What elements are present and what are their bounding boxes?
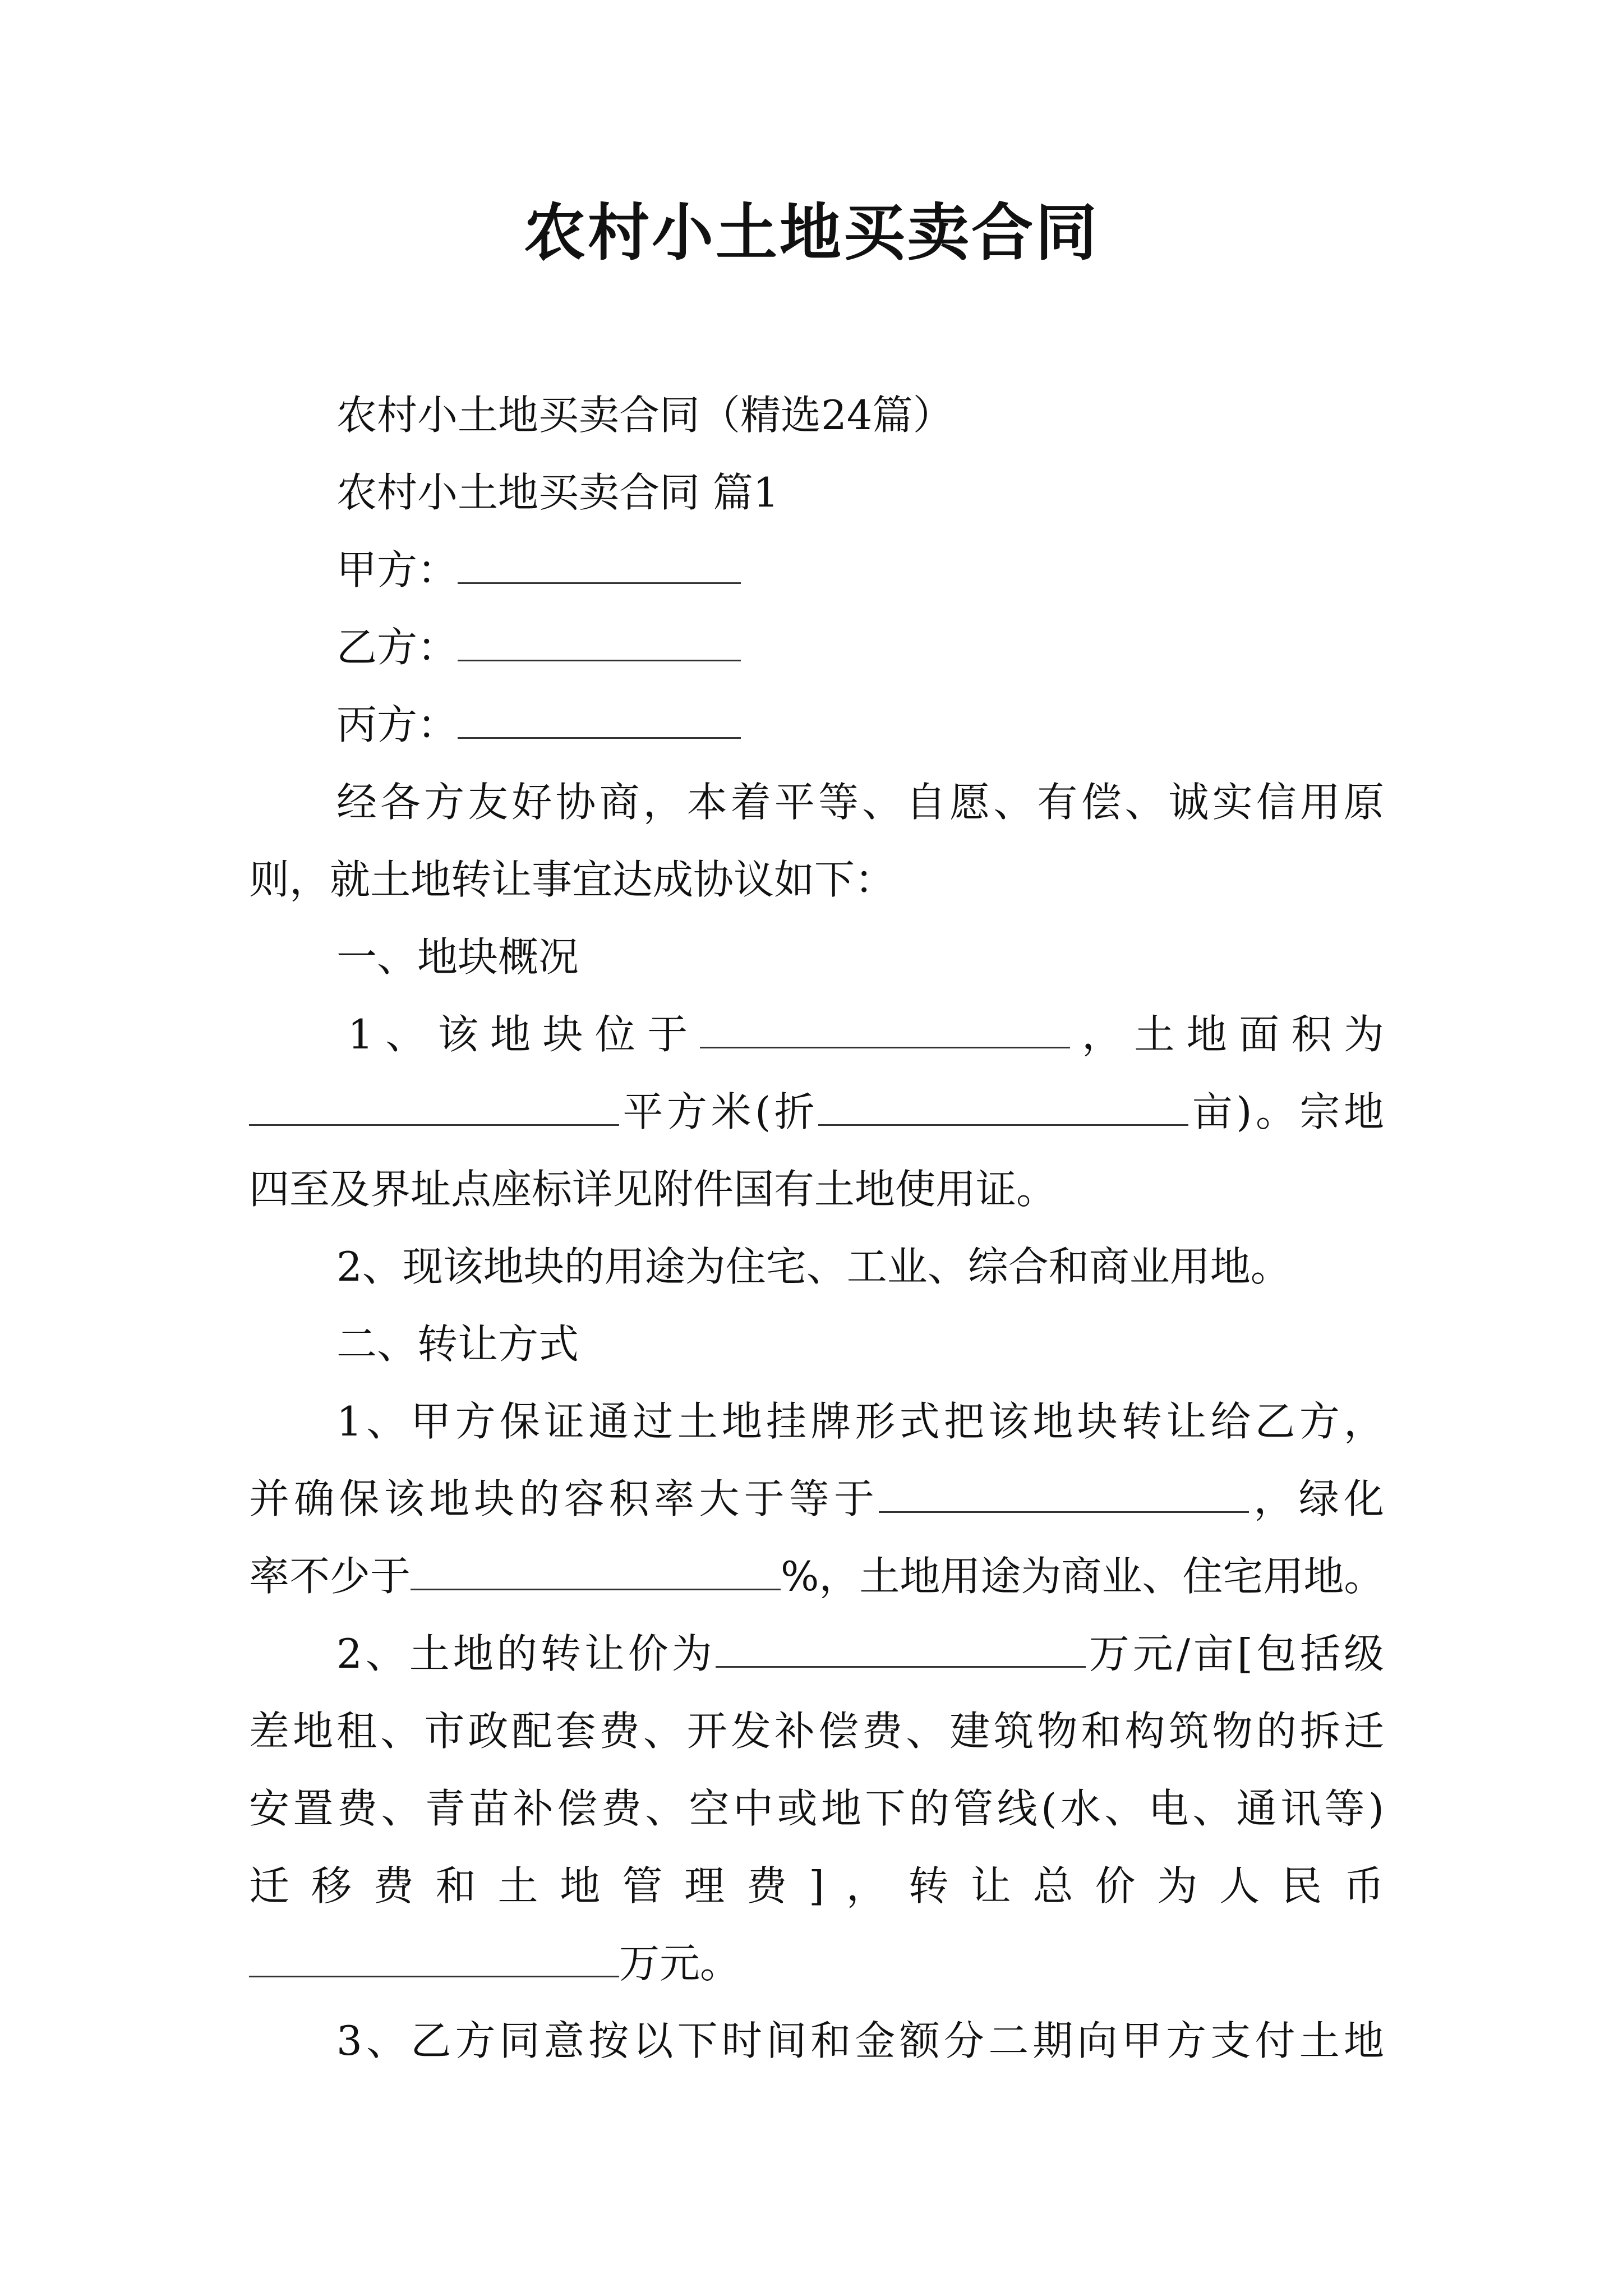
s2-p1-line-3: [249, 1548, 1384, 1604]
party-c-line: [336, 697, 1384, 753]
s2-p1-line-1: 1、甲方保证通过土地挂牌形式把该地块转让给乙方，: [336, 1398, 1384, 1445]
s1-p1-line-1: [348, 1006, 1384, 1062]
document-subtitle: 农村小土地买卖合同（精选24篇）: [336, 392, 953, 439]
s2-p2-text-f: 万元。: [619, 1940, 741, 1987]
s2-p2-line-4: 迁移费和土地管理费]，转让总价为人民币: [249, 1862, 1384, 1910]
area-sqm-blank: [249, 1085, 619, 1126]
section-2-heading: 二、转让方式: [336, 1320, 579, 1368]
s2-p3-line-1: 3、乙方同意按以下时间和金额分二期向甲方支付土地: [336, 2017, 1384, 2064]
price-per-mu-blank: [716, 1627, 1086, 1668]
s1-p1-text-c: 平方米(折: [619, 1088, 819, 1135]
party-a-line: [336, 542, 1384, 598]
intro-line-1: 经各方友好协商，本着平等、自愿、有偿、诚实信用原: [336, 779, 1384, 826]
part-heading: 农村小土地买卖合同 篇1: [336, 469, 779, 516]
s1-p1-line-2: [249, 1084, 1384, 1140]
s1-p2: 2、现该地块的用途为住宅、工业、综合和商业用地。: [336, 1243, 1291, 1290]
total-price-blank: [249, 1936, 619, 1977]
party-a-blank: [458, 543, 741, 584]
party-b-blank: [458, 620, 741, 661]
party-a-label: 甲方：: [336, 546, 458, 593]
section-1-heading: 一、地块概况: [336, 933, 579, 981]
party-b-line: [336, 619, 1384, 675]
s2-p2-line-3: 安置费、青苗补偿费、空中或地下的管线(水、电、通讯等): [249, 1785, 1384, 1832]
party-c-blank: [458, 698, 741, 739]
s2-p1-line-2: [249, 1471, 1384, 1527]
plot-ratio-blank: [879, 1472, 1249, 1513]
s2-p1-text-b: 并确保该地块的容积率大于等于: [249, 1475, 879, 1522]
s2-p2-text-b: 万元/亩[包括级: [1085, 1630, 1384, 1677]
s2-p1-text-e: %，土地用途为商业、住宅用地。: [781, 1553, 1385, 1600]
party-c-label: 丙方：: [336, 701, 458, 748]
s2-p2-line-2: 差地租、市政配套费、开发补偿费、建筑物和构筑物的拆迁: [249, 1708, 1384, 1755]
s1-p1-line-3: 四至及界址点座标详见附件国有土地使用证。: [249, 1166, 1057, 1213]
s1-p1-text-b: ，土地面积为: [1069, 1011, 1384, 1058]
party-b-label: 乙方：: [336, 624, 458, 671]
area-mu-blank: [818, 1085, 1188, 1126]
intro-line-2: 则，就土地转让事宜达成协议如下：: [249, 856, 896, 903]
s1-p1-text-a: 1、该地块位于: [348, 1011, 700, 1058]
s2-p2-text-a: 2、土地的转让价为: [336, 1630, 716, 1677]
document-title: 农村小土地买卖合同: [524, 197, 1099, 269]
s2-p2-line-1: [336, 1626, 1384, 1682]
s2-p2-line-5: [249, 1935, 1384, 1991]
s2-p1-text-c: ，绿化: [1249, 1475, 1384, 1522]
s1-p1-text-d: 亩)。宗地: [1188, 1088, 1384, 1135]
green-rate-blank: [411, 1549, 781, 1590]
s2-p1-text-d: 率不少于: [249, 1553, 411, 1600]
location-blank: [700, 1007, 1070, 1048]
